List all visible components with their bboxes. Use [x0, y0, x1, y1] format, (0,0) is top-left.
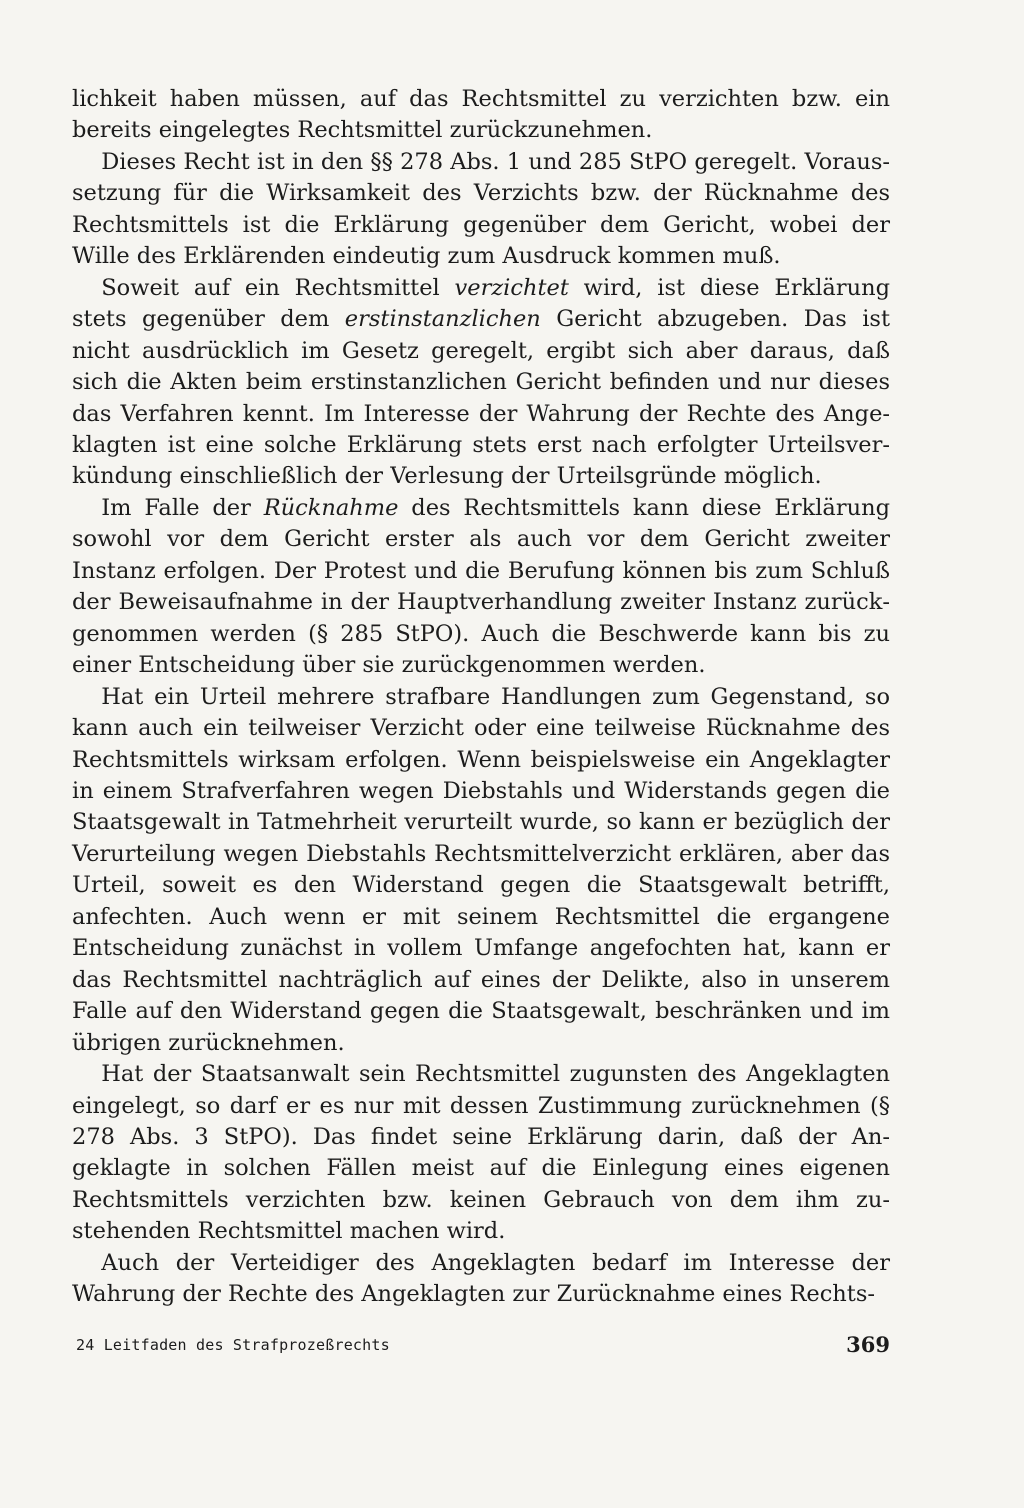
page-number: 369	[846, 1332, 890, 1357]
emphasized-term: verzichtet	[454, 274, 569, 301]
emphasized-term: erstinstanzlichen	[344, 306, 541, 333]
paragraph	[72, 147, 890, 273]
text-run: lichkeit haben müssen, auf das Rechtsmittel zu verzichten bzw. ein bereits eingelegtes Rechtsmittel zurückzunehmen.	[72, 86, 890, 144]
text-run: wird, ist diese Erklärung stets gegenüber dem	[72, 274, 890, 333]
text-run: Soweit auf ein Rechtsmittel	[101, 274, 455, 301]
paragraph	[72, 1059, 890, 1248]
paragraph	[72, 273, 890, 493]
text-run: Hat ein Urteil mehrere strafbare Handlungen zum Gegenstand, so kann auch ein teilweiser Verzicht oder eine teilweise Rücknahme des Rechtsmittels wirksam erfolgen. Wenn beispielsweise ein Angeklagter in einem Strafverfahren wegen Diebstahls und Widerstands gegen die Staatsgewalt in Tatmehrheit verurteilt wurde, so kann er bezüglich der Verurteilung wegen Diebstahls Rechtsmittelverzicht erklären, aber das Urteil, soweit es den Widerstand gegen die Staatsgewalt betrifft, anfechten. Auch wenn er mit seinem Rechtsmittel die ergangene Entscheidung zunächst in vollem Umfange angefochten hat, kann er das Rechtsmittel nachträglich auf eines der Delikte, also in unserem Falle auf den Widerstand gegen die Staatsgewalt, beschränken und im übrigen zurücknehmen.	[72, 683, 890, 1056]
text-run: Hat der Staatsanwalt sein Rechtsmittel zugunsten des Angeklagten eingelegt, so darf er es nur mit dessen Zustimmung zurücknehmen (§ 278 Abs. 3 StPO). Das findet seine Erklärung darin, daß der Angeklagte in solchen Fällen meist auf die Einlegung eines eigenen Rechtsmittels verzichten bzw. keinen Gebrauch von dem ihm zustehenden Rechtsmittel machen wird.	[72, 1061, 890, 1245]
paragraph	[72, 84, 890, 147]
page-footer	[72, 1332, 890, 1362]
text-run: Im Falle der	[101, 494, 264, 521]
text-run: Dieses Recht ist in den §§ 278 Abs. 1 und 285 StPO geregelt. Voraussetzung für die Wirksamkeit des Verzichts bzw. der Rücknahme des Rechtsmittels ist die Erklärung gegenüber dem Gericht, wobei der Wille des Erklärenden eindeutig zum Ausdruck kommen muß.	[72, 148, 890, 270]
page-body	[72, 84, 890, 1311]
paragraph	[72, 682, 890, 1059]
paragraph	[72, 1248, 890, 1311]
text-run: des Rechtsmittels kann diese Erklärung sowohl vor dem Gericht erster als auch vor dem Gericht zweiter Instanz erfolgen. Der Protest und die Berufung können bis zum Schluß der Beweisaufnahme in der Hauptverhandlung zweiter Instanz zurückgenommen werden (§ 285 StPO). Auch die Beschwerde kann bis zu einer Entscheidung über sie zurückgenommen werden.	[72, 494, 890, 679]
footer-signature: 24 Leitfaden des Strafprozeßrechts	[76, 1336, 390, 1354]
text-run: Gericht abzugeben. Das ist nicht ausdrücklich im Gesetz geregelt, ergibt sich aber daraus, daß sich die Akten beim erstinstanzlichen Gericht befinden und nur dieses das Verfahren kennt. Im Interesse der Wahrung der Rechte des Angeklagten ist eine solche Erklärung stets erst nach erfolgter Urteilsverkündung einschließlich der Verlesung der Urteilsgründe möglich.	[72, 306, 890, 490]
body-text	[72, 84, 890, 1311]
paragraph	[72, 493, 890, 682]
text-run: Auch der Verteidiger des Angeklagten bedarf im Interesse der Wahrung der Rechte des Angeklagten zur Zurücknahme eines Rechts-	[72, 1249, 890, 1308]
emphasized-term: Rücknahme	[263, 494, 399, 521]
